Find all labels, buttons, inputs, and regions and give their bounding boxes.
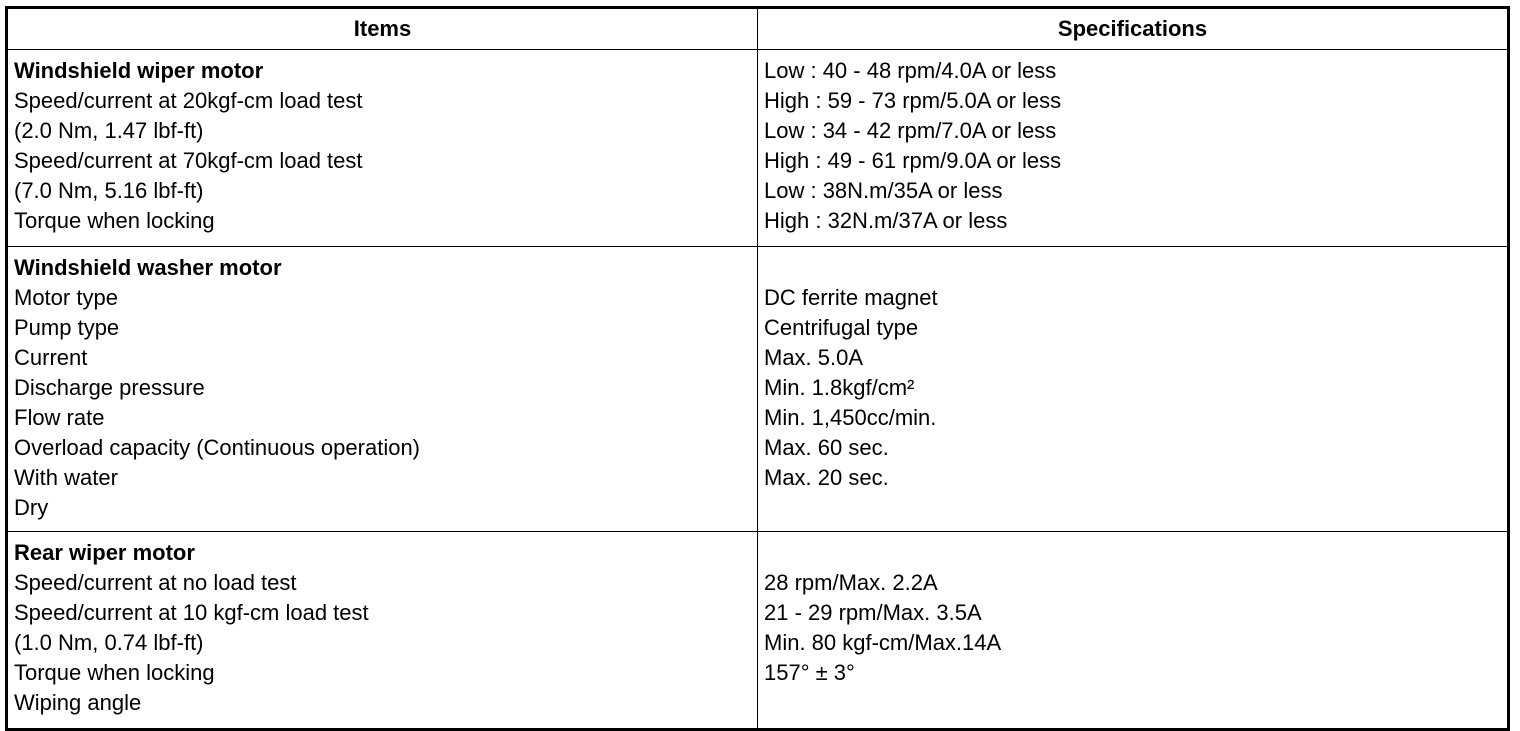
spec-value: Centrifugal type [764,315,919,340]
table-row-rear-wiper-motor [7,532,1509,730]
item-label: Speed/current at 10 kgf-cm load test [14,600,369,625]
spec-value: High : 59 - 73 rpm/5.0A or less [764,88,1062,113]
item-label: Motor type [14,285,118,310]
item-label: With water [14,465,118,490]
spec-value: Min. 1,450cc/min. [764,405,937,430]
item-label: (1.0 Nm, 0.74 lbf-ft) [14,630,204,655]
spec-value: 157° ± 3° [764,660,855,685]
specs-cell [758,247,1509,532]
items-cell [7,50,758,247]
specifications-table [5,6,1510,731]
item-label: Wiping angle [14,690,142,715]
item-label: Torque when locking [14,660,215,685]
specifications-column-header: Specifications [758,8,1509,50]
spec-value: 28 rpm/Max. 2.2A [764,570,938,595]
item-label: Speed/current at no load test [14,570,297,595]
section-title: Windshield wiper motor [14,58,264,83]
spec-value: Low : 38N.m/35A or less [764,178,1003,203]
specs-cell [758,532,1509,730]
section-title: Rear wiper motor [14,540,195,565]
item-label: Overload capacity (Continuous operation) [14,435,421,460]
item-label: Flow rate [14,405,105,430]
spec-value: 21 - 29 rpm/Max. 3.5A [764,600,982,625]
item-label: Dry [14,495,49,520]
section-title: Windshield washer motor [14,255,282,280]
item-label: Discharge pressure [14,375,205,400]
item-label: (2.0 Nm, 1.47 lbf-ft) [14,118,204,143]
item-label: Current [14,345,88,370]
spec-value [764,253,1501,283]
item-label: (7.0 Nm, 5.16 lbf-ft) [14,178,204,203]
spec-value: Max. 20 sec. [764,465,889,490]
spec-value: Min. 80 kgf-cm/Max.14A [764,630,1002,655]
items-cell [7,247,758,532]
specs-cell [758,50,1509,247]
items-cell [7,532,758,730]
table-row-windshield-washer-motor [7,247,1509,532]
items-column-header: Items [7,8,758,50]
spec-value: Min. 1.8kgf/cm² [764,375,915,400]
spec-value: Low : 34 - 42 rpm/7.0A or less [764,118,1057,143]
spec-value: High : 32N.m/37A or less [764,208,1008,233]
item-label: Speed/current at 20kgf-cm load test [14,88,363,113]
table-row-windshield-wiper-motor [7,50,1509,247]
spec-value: Low : 40 - 48 rpm/4.0A or less [764,58,1057,83]
item-label: Speed/current at 70kgf-cm load test [14,148,363,173]
spec-value: High : 49 - 61 rpm/9.0A or less [764,148,1062,173]
item-label: Torque when locking [14,208,215,233]
spec-value [764,538,1501,568]
spec-value: Max. 5.0A [764,345,864,370]
spec-value: DC ferrite magnet [764,285,938,310]
item-label: Pump type [14,315,120,340]
header-row [7,8,1509,50]
spec-value: Max. 60 sec. [764,435,889,460]
